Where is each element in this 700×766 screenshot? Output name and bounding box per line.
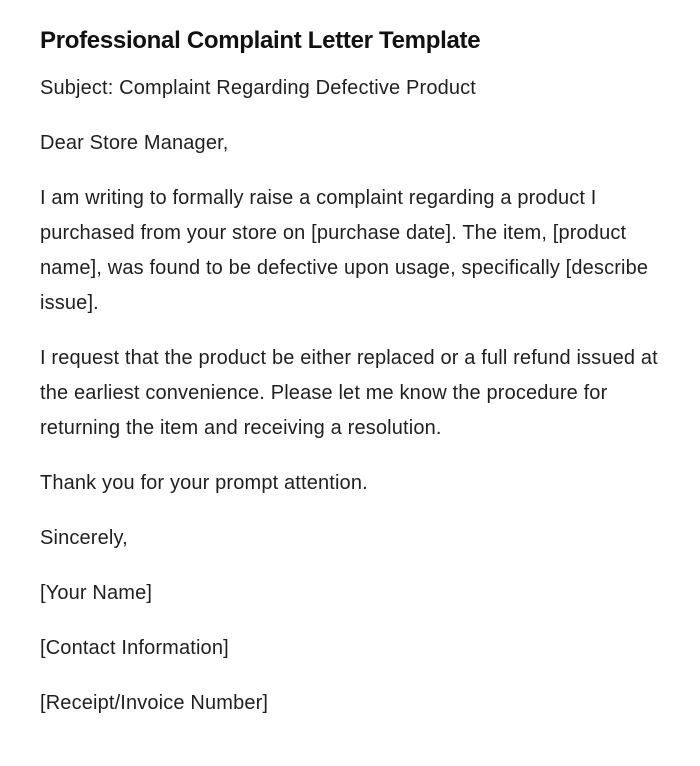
signature-name: [Your Name] (40, 582, 153, 604)
letter-paragraph-complaint: I am writing to formally raise a complaint regarding a product I purchased from your store on [purchase date]. The item, [product name], was found to be defective upon usage, specifically [describe issue]. (40, 187, 649, 314)
signature-receipt: [Receipt/Invoice Number] (40, 692, 269, 714)
letter-closing: Sincerely, (40, 527, 128, 549)
letter-greeting: Dear Store Manager, (40, 132, 229, 154)
letter-thanks: Thank you for your prompt attention. (40, 472, 368, 494)
letter-title: Professional Complaint Letter Template (40, 27, 481, 54)
letter-subject: Subject: Complaint Regarding Defective Product (40, 77, 477, 99)
signature-contact: [Contact Information] (40, 637, 229, 659)
letter-paragraph-request: I request that the product be either replaced or a full refund issued at the earliest convenience. Please let me know the procedure for returning the item and receiving a resolution. (40, 347, 658, 439)
